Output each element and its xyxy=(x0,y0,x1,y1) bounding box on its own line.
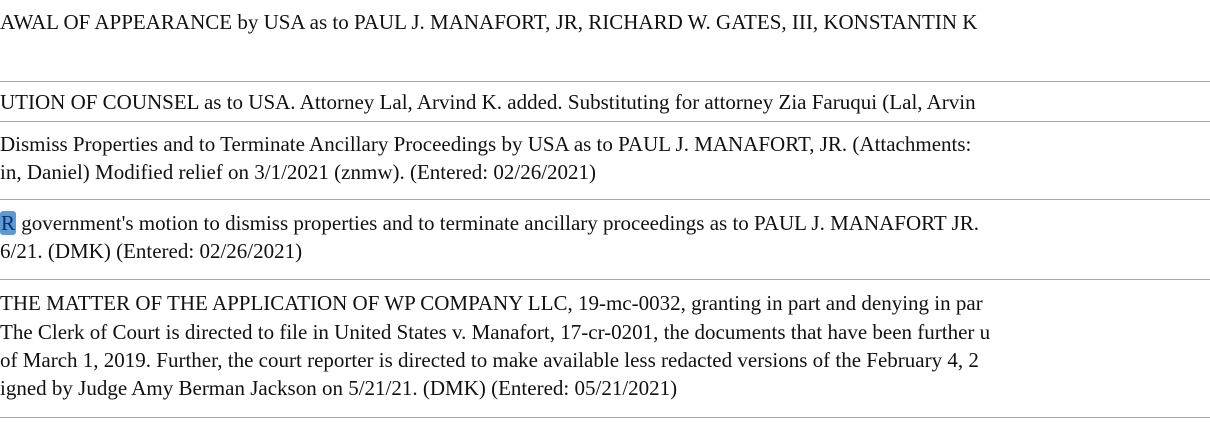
docket-entry-text: government's motion to dismiss properties and to terminate ancillary proceedings as to PAUL J. MANAFORT JR. xyxy=(16,211,979,235)
docket-entry-row xyxy=(0,200,1210,280)
docket-entry-row xyxy=(0,0,1210,82)
docket-entry-text: The Clerk of Court is directed to file in United States v. Manafort, 17-cr-0201, the documents that have been further u xyxy=(0,320,991,344)
docket-entry-text: AWAL OF APPEARANCE by USA as to PAUL J. MANAFORT, JR, RICHARD W. GATES, III, KONSTANTIN K xyxy=(0,10,978,34)
docket-entry-text: THE MATTER OF THE APPLICATION OF WP COMPANY LLC, 19-mc-0032, granting in part and denying in par xyxy=(0,291,983,315)
docket-entry-text-line xyxy=(0,209,979,237)
search-highlight: R xyxy=(1,211,16,235)
docket-entry-text: Dismiss Properties and to Terminate Ancillary Proceedings by USA as to PAUL J. MANAFORT, JR. (Attachments: xyxy=(0,132,972,156)
docket-entry-row xyxy=(0,280,1210,418)
docket-entry-text: UTION OF COUNSEL as to USA. Attorney Lal, Arvind K. added. Substituting for attorney Zia Faruqui (Lal, Arvin xyxy=(0,90,976,114)
docket-entry-row xyxy=(0,122,1210,200)
docket-entry-text: igned by Judge Amy Berman Jackson on 5/21/21. (DMK) (Entered: 05/21/2021) xyxy=(0,376,678,400)
docket-entry-text: in, Daniel) Modified relief on 3/1/2021 (znmw). (Entered: 02/26/2021) xyxy=(0,160,597,184)
docket-entry-text: of March 1, 2019. Further, the court reporter is directed to make available less redacted versions of the February 4, 2 xyxy=(0,348,979,372)
docket-entry-row xyxy=(0,82,1210,122)
docket-entry-text: 6/21. (DMK) (Entered: 02/26/2021) xyxy=(0,239,303,263)
